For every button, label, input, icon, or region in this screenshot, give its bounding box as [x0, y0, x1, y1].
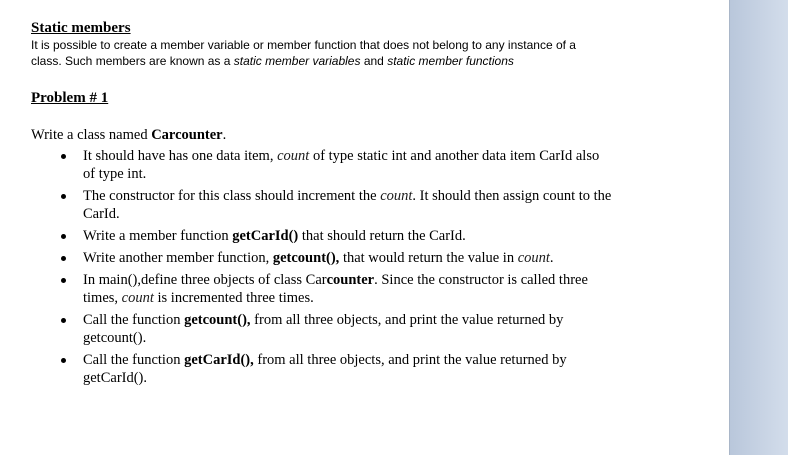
item-text: Write another member function, — [83, 250, 273, 266]
item-code: count — [517, 250, 550, 266]
document-margin-panel — [730, 0, 788, 455]
list-item — [31, 351, 613, 387]
item-text: It should have has one data item, — [83, 148, 278, 164]
item-code: count — [277, 148, 310, 164]
item-text: that should return the CarId. — [298, 228, 466, 244]
item-bold: getCarId() — [232, 228, 299, 244]
problem-heading: Problem # 1 — [31, 90, 109, 106]
task-text-2: . — [222, 127, 227, 143]
list-item — [31, 249, 613, 267]
item-text: Call the function — [83, 312, 185, 328]
item-text: . It should then assign count to the CarId. — [83, 188, 612, 222]
intro-paragraph — [31, 38, 606, 69]
item-text: . Since the constructor is called three times, — [83, 272, 588, 306]
list-item — [31, 311, 613, 347]
list-item — [31, 227, 613, 245]
document-content — [31, 20, 621, 391]
task-class-name: Carcounter — [151, 127, 223, 143]
intro-em-2: static member functions — [387, 53, 514, 68]
item-code: count — [121, 290, 154, 306]
bullet-icon — [61, 256, 66, 261]
requirements-list — [31, 147, 621, 387]
item-text: In main(),define three objects of class Car — [83, 272, 327, 288]
section-heading: Static members — [31, 20, 131, 36]
item-text: . — [549, 250, 554, 266]
item-bold: counter — [326, 272, 375, 288]
item-text: from all three objects, and print the value returned by getcount(). — [83, 312, 564, 346]
list-item — [31, 187, 613, 223]
item-bold: getCarId(), — [184, 352, 254, 368]
item-bold: getcount(), — [184, 312, 251, 328]
item-text: Write a member function — [83, 228, 233, 244]
task-text-1: Write a class named — [31, 127, 152, 143]
item-code: count — [380, 188, 413, 204]
item-bold: getcount(), — [272, 250, 340, 266]
bullet-icon — [61, 358, 66, 363]
item-text: Call the function — [83, 352, 185, 368]
list-item — [31, 271, 613, 307]
bullet-icon — [61, 154, 66, 159]
task-statement — [31, 125, 621, 145]
bullet-icon — [61, 194, 66, 199]
item-text: The constructor for this class should increment the — [83, 188, 381, 204]
bullet-icon — [61, 278, 66, 283]
intro-text-1: It is possible to create a member variable or member function that does not belong to any instance of a class. Such members are known as a — [31, 38, 576, 68]
item-text: is incremented three times. — [153, 290, 314, 306]
item-text: from all three objects, and print the value returned by getCarId(). — [83, 352, 567, 386]
intro-em-1: static member variables — [233, 53, 361, 68]
item-text: that would return the value in — [339, 250, 518, 266]
list-item — [31, 147, 613, 183]
bullet-icon — [61, 234, 66, 239]
item-text: of type static int and another data item CarId also of type int. — [83, 148, 600, 182]
bullet-icon — [61, 318, 66, 323]
intro-text-2: and — [360, 53, 388, 68]
